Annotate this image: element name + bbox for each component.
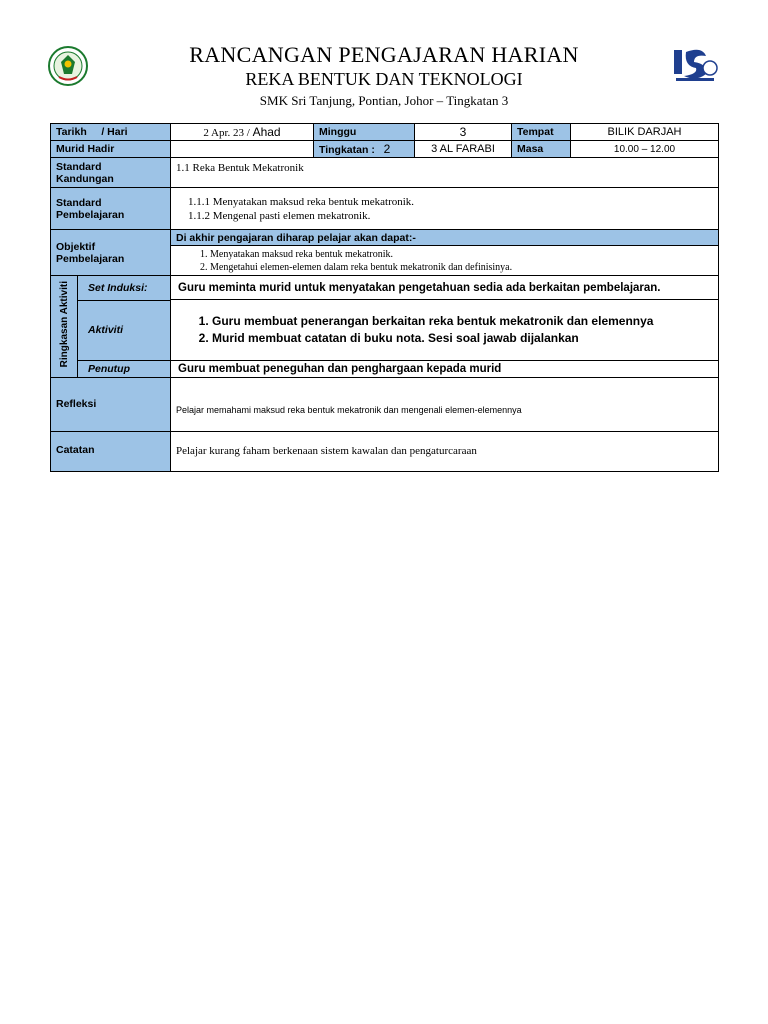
standard-kandungan-value: 1.1 Reka Bentuk Mekatronik <box>171 158 719 188</box>
tarikh-label-cell <box>51 124 171 141</box>
set-induksi-label: Set Induksi: <box>78 276 170 301</box>
objektif-label-2: Pembelajaran <box>56 252 125 265</box>
document-header <box>100 42 668 110</box>
set-induksi-value: Guru meminta murid untuk menyatakan pengetahuan sedia ada berkaitan pembelajaran. <box>171 276 719 300</box>
objektif-item: 1. Menyatakan maksud reka bentuk mekatronik. <box>210 248 713 261</box>
standard-kandungan-label-2: Kandungan <box>56 172 114 185</box>
standard-pembelajaran-label-2: Pembelajaran <box>56 208 125 221</box>
standard-pembelajaran-cell <box>171 188 719 230</box>
date-cell <box>171 124 314 141</box>
objektif-item: 2. Mengetahui elemen-elemen dalam reka bentuk mekatronik dan definisinya. <box>210 261 713 274</box>
refleksi-label: Refleksi <box>51 378 171 432</box>
document-title: RANCANGAN PENGAJARAN HARIAN <box>189 42 579 67</box>
row-murid <box>51 141 719 158</box>
row-standard-kandungan <box>51 158 719 188</box>
standard-pembelajaran-item: 1.1.1 Menyatakan maksud reka bentuk mekatronik. <box>188 195 415 208</box>
minggu-value: 3 <box>415 124 512 141</box>
tarikh-label: Tarikh <box>56 126 87 138</box>
subject-title: REKA BENTUK DAN TEKNOLOGI <box>245 69 523 89</box>
objektif-intro: Di akhir pengajaran diharap pelajar akan dapat:- <box>171 230 719 246</box>
objektif-items-cell <box>171 246 719 276</box>
objektif-label-1: Objektif <box>56 240 96 253</box>
ringkasan-label-cell <box>51 276 78 377</box>
standard-kandungan-label-1: Standard <box>56 160 102 173</box>
minggu-label: Minggu <box>314 124 415 141</box>
aktiviti-label: Aktiviti <box>78 301 170 361</box>
objektif-list <box>176 248 713 274</box>
catatan-label: Catatan <box>51 432 171 472</box>
school-line: SMK Sri Tanjung, Pontian, Johor – Tingkatan 3 <box>259 93 509 108</box>
refleksi-value: Pelajar memahami maksud reka bentuk mekatronik dan mengenali elemen-elemennya <box>171 378 719 432</box>
ringkasan-cell <box>51 276 171 378</box>
aktiviti-item: 1. Guru membuat penerangan berkaitan reka bentuk mekatronik dan elemennya <box>212 313 713 330</box>
aktiviti-list <box>176 313 713 347</box>
row-catatan <box>51 432 719 472</box>
ringkasan-sublabels <box>78 276 171 377</box>
penutup-label: Penutup <box>78 361 170 377</box>
ministry-logo-icon <box>672 44 718 84</box>
lesson-plan-table <box>50 123 719 472</box>
masa-value: 10.00 – 12.00 <box>571 141 719 158</box>
tempat-value: BILIK DARJAH <box>571 124 719 141</box>
murid-label: Murid Hadir <box>51 141 171 158</box>
tingkatan-label-cell <box>314 141 415 158</box>
tempat-label: Tempat <box>512 124 571 141</box>
tingkatan-label: Tingkatan : <box>319 144 375 156</box>
masa-label: Masa <box>512 141 571 158</box>
date-value: 2 Apr. 23 / <box>203 127 250 139</box>
hari-label: / Hari <box>101 126 128 138</box>
row-date <box>51 124 719 141</box>
row-standard-pembelajaran <box>51 188 719 230</box>
standard-pembelajaran-label <box>51 188 171 230</box>
murid-value <box>171 141 314 158</box>
penutup-value: Guru membuat peneguhan dan penghargaan kepada murid <box>171 360 719 377</box>
tingkatan-value: 2 <box>383 142 391 156</box>
standard-kandungan-label <box>51 158 171 188</box>
standard-pembelajaran-label-1: Standard <box>56 196 102 209</box>
row-refleksi <box>51 378 719 432</box>
ringkasan-inner <box>51 276 170 377</box>
row-set-induksi <box>51 276 719 300</box>
day-value: Ahad <box>252 125 281 139</box>
row-objektif-intro <box>51 230 719 246</box>
ringkasan-label: Ringkasan Aktiviti <box>58 281 70 368</box>
standard-pembelajaran-item: 1.1.2 Mengenal pasti elemen mekatronik. <box>188 209 371 222</box>
aktiviti-item: 2. Murid membuat catatan di buku nota. Sesi soal jawab dijalankan <box>212 330 713 347</box>
aktiviti-cell <box>171 300 719 361</box>
catatan-value: Pelajar kurang faham berkenaan sistem kawalan dan pengaturcaraan <box>171 432 719 472</box>
kelas-value: 3 AL FARABI <box>415 141 512 158</box>
school-crest-icon <box>48 46 88 86</box>
objektif-label <box>51 230 171 276</box>
